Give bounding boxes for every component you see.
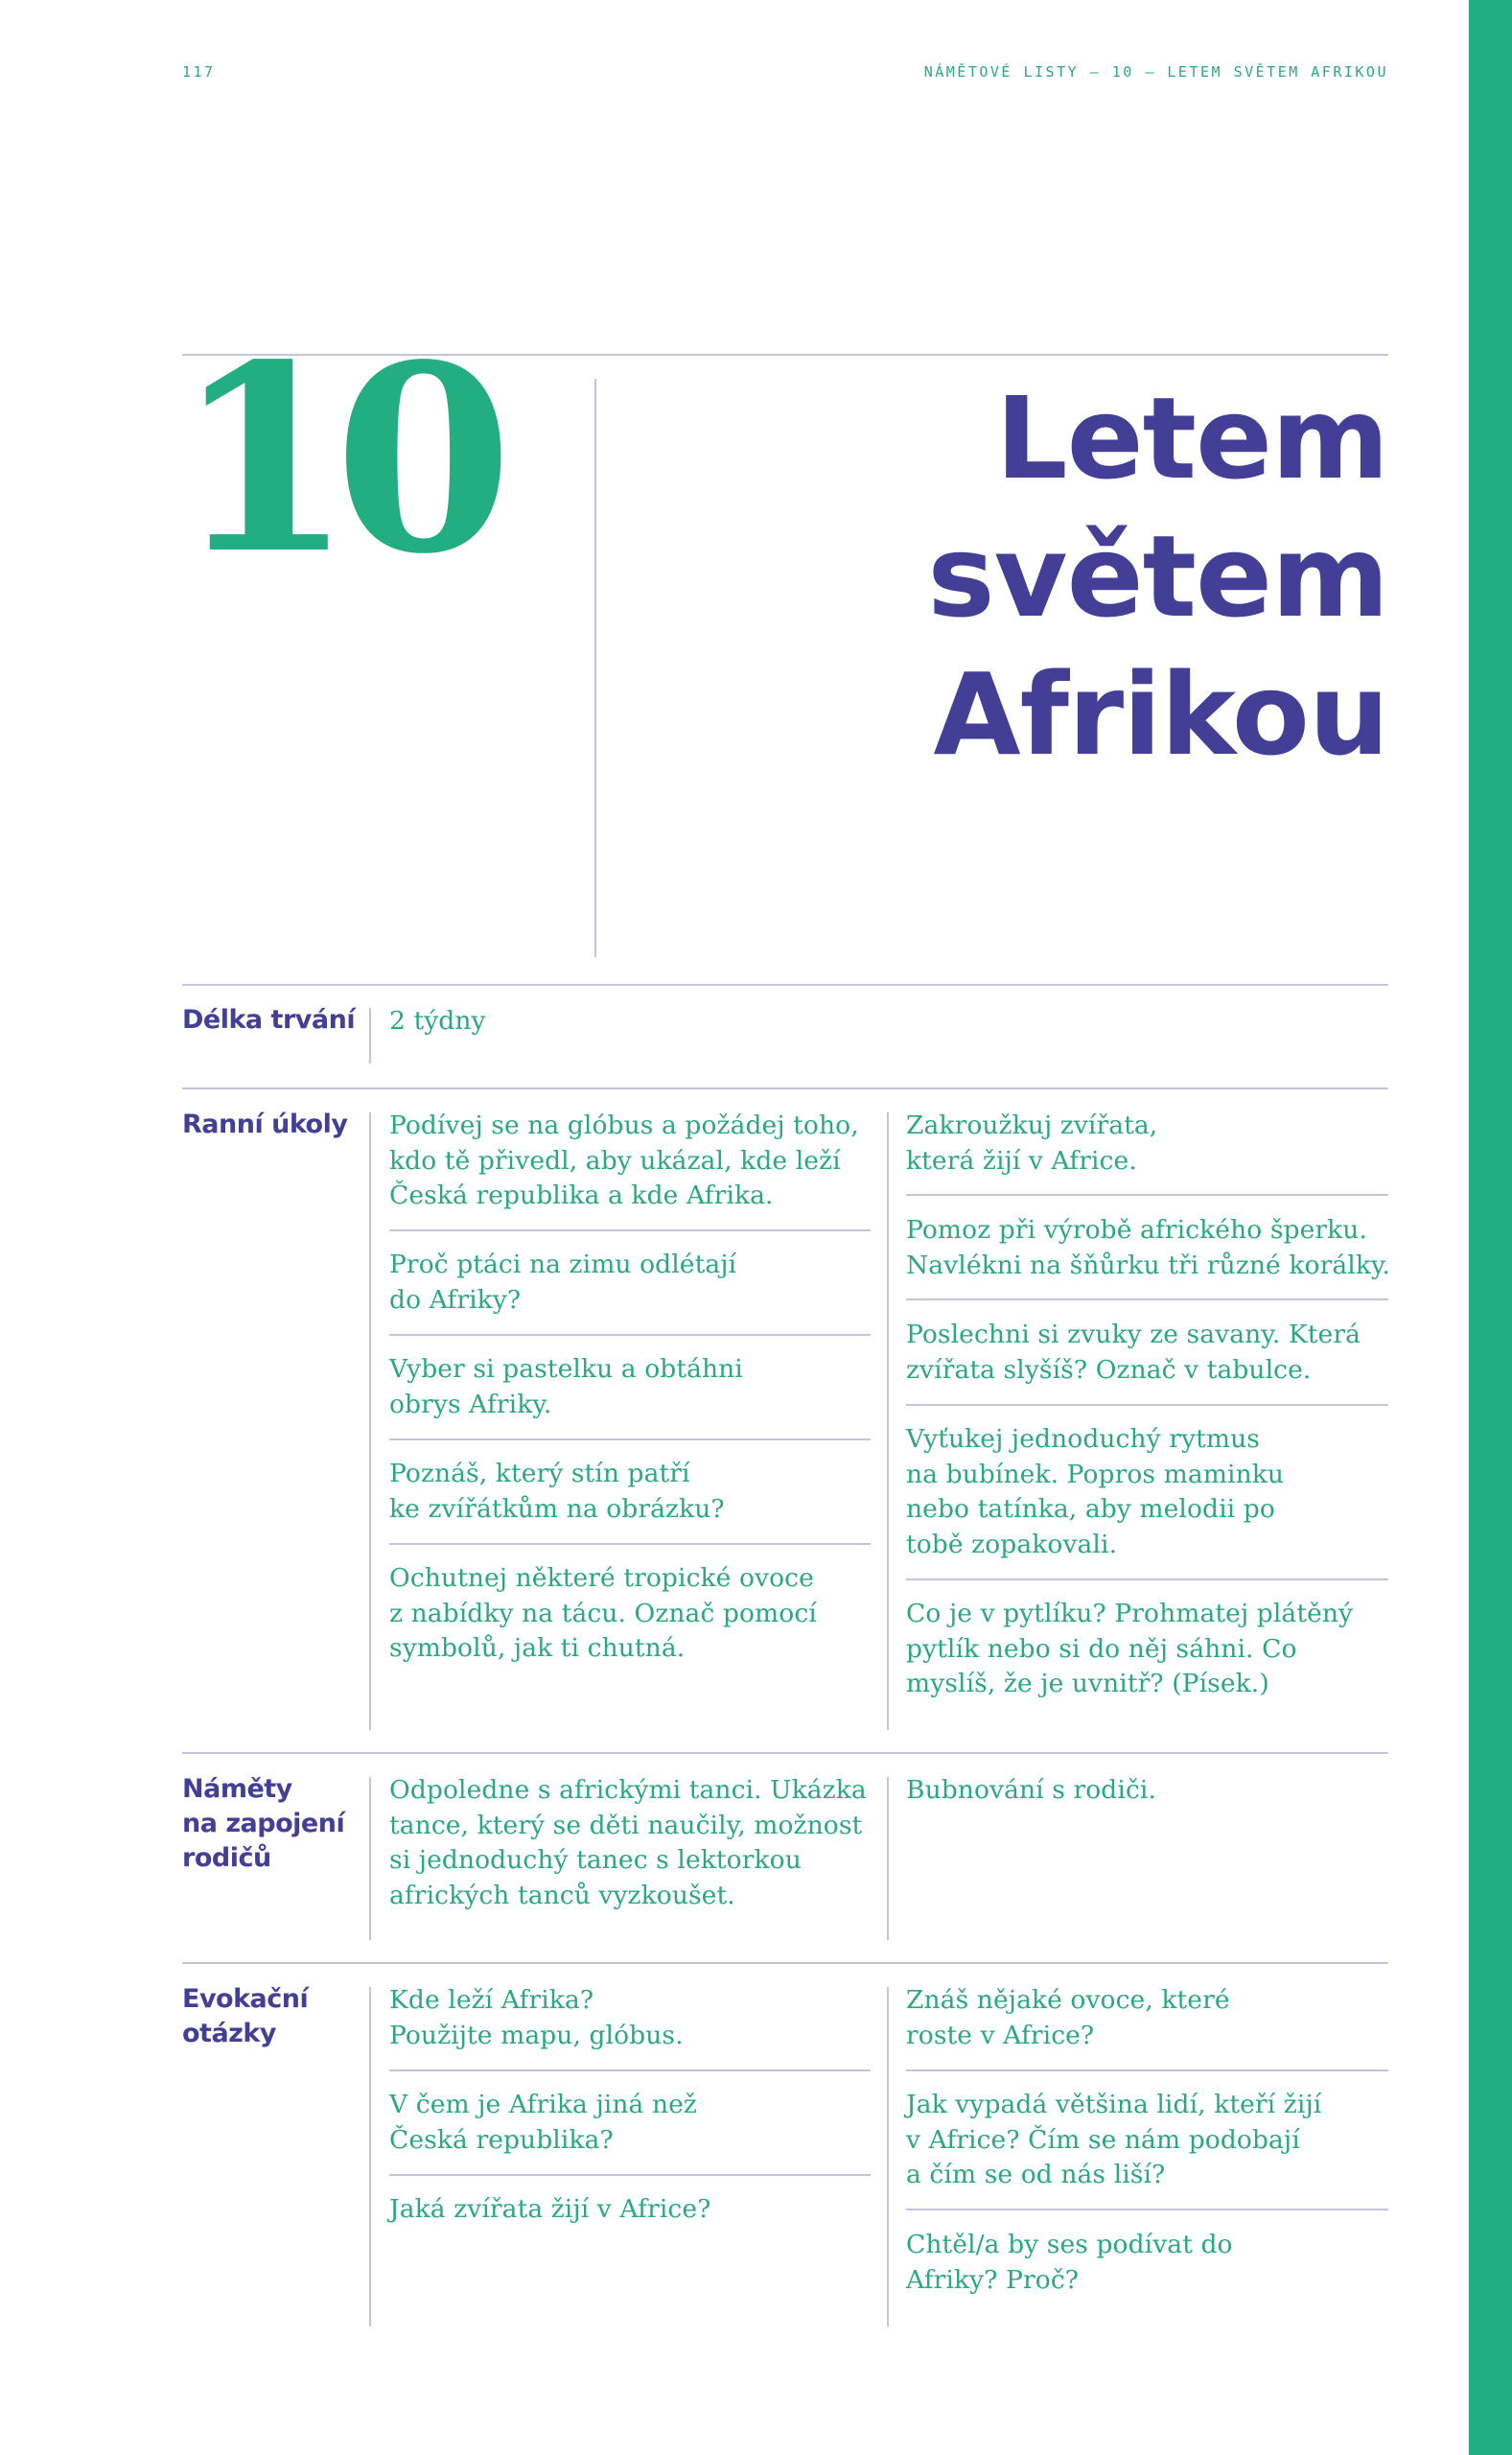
divider-before-parents xyxy=(182,1752,1388,1754)
morning-task-item: Poznáš, který stín patří ke zvířátkům na obrázku? xyxy=(389,1459,725,1524)
parents-item: Odpoledne s africkými tanci. Ukázka tance, který se děti naučily, možnost si jednoduchý tanec s lektorkou afrických tanců vyzkoušet. xyxy=(389,1775,867,1910)
item-separator xyxy=(906,1578,1388,1580)
item-separator xyxy=(906,2069,1388,2071)
parents-label: Náměty na zapojení rodičů xyxy=(182,1774,345,1873)
morning-tasks-label: Ranní úkoly xyxy=(182,1110,348,1139)
evocative-left-divider xyxy=(369,1987,371,2326)
divider-before-duration xyxy=(182,984,1388,986)
parents-item: Bubnování s rodiči. xyxy=(906,1775,1156,1805)
evocative-question: Kde leží Afrika? Použijte mapu, glóbus. xyxy=(389,1985,684,2050)
evocative-question: Jaká zvířata žijí v Africe? xyxy=(389,2194,711,2224)
item-separator xyxy=(906,2209,1388,2210)
morning-task-item: Ochutnej některé tropické ovoce z nabídky na tácu. Označ pomocí symbolů, jak ti chutná. xyxy=(389,1563,817,1663)
morning-task-item: Vyťukej jednoduchý rytmus na bubínek. Popros maminku nebo tatínka, aby melodii po tobě zopakovali. xyxy=(906,1424,1285,1559)
parents-left-divider xyxy=(369,1777,371,1940)
chapter-vertical-divider xyxy=(594,379,596,957)
morning-left-divider xyxy=(369,1112,371,1730)
item-separator xyxy=(389,1543,871,1545)
evocative-mid-divider xyxy=(887,1987,889,2326)
duration-value: 2 týdny xyxy=(389,1006,486,1036)
item-separator xyxy=(906,1298,1388,1300)
item-separator xyxy=(389,2174,871,2176)
evocative-label: Evokační otázky xyxy=(182,1984,309,2048)
evocative-question: Chtěl/a by ses podívat do Afriky? Proč? xyxy=(906,2230,1233,2295)
item-separator xyxy=(389,1334,871,1336)
item-separator xyxy=(906,1404,1388,1406)
item-separator xyxy=(906,1194,1388,1196)
side-color-stripe xyxy=(1469,0,1512,2455)
chapter-title-line: Afrikou xyxy=(933,648,1388,781)
parents-mid-divider xyxy=(887,1777,889,1940)
chapter-title xyxy=(927,369,1388,783)
divider-before-evocative xyxy=(182,1962,1388,1964)
chapter-number: 10 xyxy=(174,309,494,611)
chapter-title-line: světem xyxy=(927,510,1388,643)
morning-task-item: Co je v pytlíku? Prohmatej plátěný pytlík nebo si do něj sáhni. Co myslíš, že je uvnitř? (Písek.) xyxy=(906,1599,1354,1698)
duration-vertical-divider xyxy=(369,1008,371,1064)
page-number: 117 xyxy=(182,63,216,81)
morning-task-item: Podívej se na glóbus a požádej toho, kdo tě přivedl, aby ukázal, kde leží Česká republika a kde Afrika. xyxy=(389,1111,859,1210)
item-separator xyxy=(389,2069,871,2071)
morning-task-item: Poslechni si zvuky ze savany. Která zvířata slyšíš? Označ v tabulce. xyxy=(906,1320,1361,1385)
evocative-question: Jak vypadá většina lidí, kteří žijí v Africe? Čím se nám podobají a čím se od nás liší? xyxy=(906,2090,1322,2189)
morning-task-item: Zakroužkuj zvířata, která žijí v Africe. xyxy=(906,1111,1158,1176)
item-separator xyxy=(389,1229,871,1231)
morning-task-item: Pomoz při výrobě afrického šperku. Navlékni na šňůrku tři různé korálky. xyxy=(906,1215,1391,1280)
chapter-title-line: Letem xyxy=(995,372,1388,504)
evocative-question: Znáš nějaké ovoce, které roste v Africe? xyxy=(906,1985,1230,2050)
divider-before-morning-tasks xyxy=(182,1087,1388,1089)
morning-mid-divider xyxy=(887,1112,889,1730)
running-header: NÁMĚTOVÉ LISTY – 10 – LETEM SVĚTEM AFRIKOU xyxy=(923,63,1388,81)
duration-label: Délka trvání xyxy=(182,1005,356,1035)
morning-task-item: Vyber si pastelku a obtáhni obrys Afriky. xyxy=(389,1354,743,1419)
morning-task-item: Proč ptáci na zimu odlétají do Afriky? xyxy=(389,1250,737,1315)
evocative-question: V čem je Afrika jiná než Česká republika? xyxy=(389,2090,697,2155)
item-separator xyxy=(389,1438,871,1440)
